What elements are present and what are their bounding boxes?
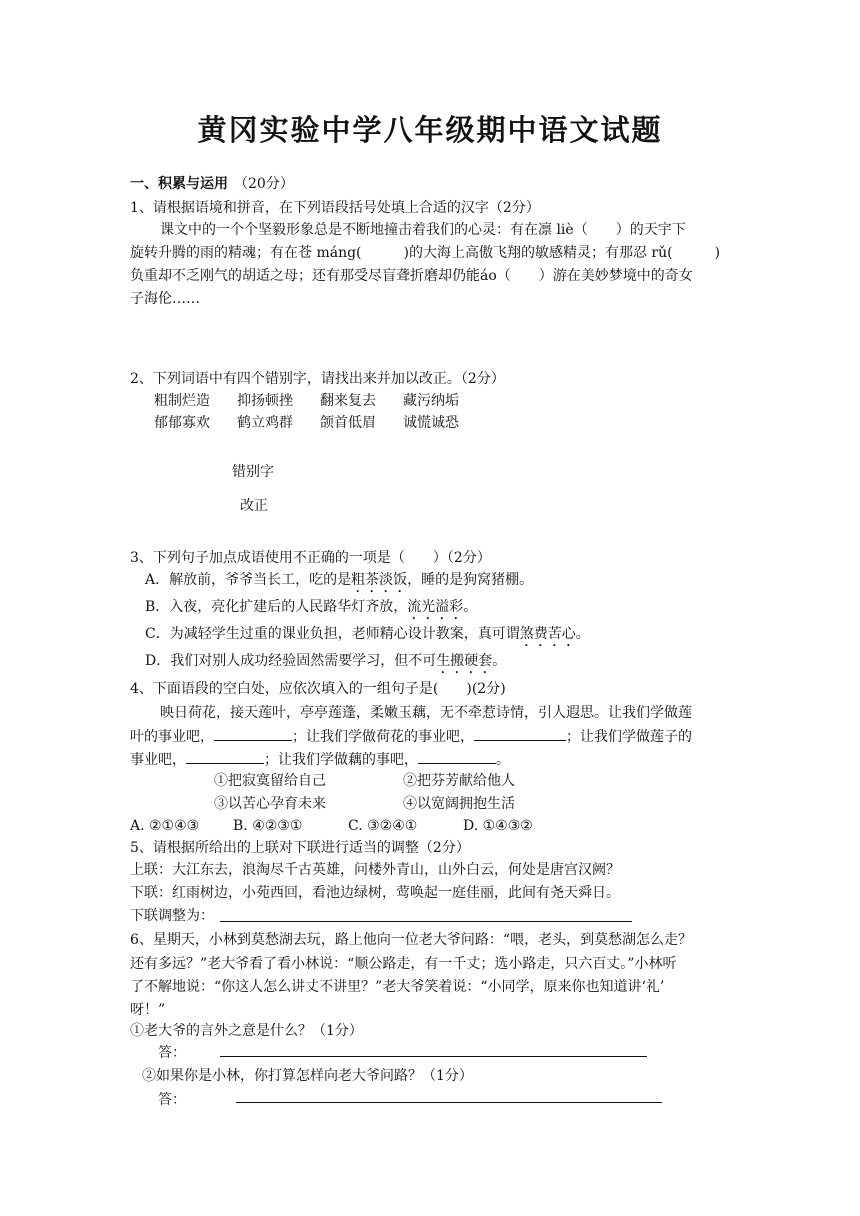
q1-line: 负重却不乏刚气的胡适之母；还有那受尽盲聋折磨却仍能áo（ ）游在美妙梦境中的奇女 — [130, 268, 693, 284]
q6-stem-line: 还有多远？”老大爷看了看小林说：“顺公路走，有一千丈；选小路走，只六百丈。”小林听 — [130, 956, 677, 972]
q4-paragraph: 映日荷花，接天莲叶，亭亭莲蓬，柔嫩玉藕，无不牵惹诗情，引人遐思。让我们学做莲 — [160, 705, 692, 721]
q6-answer-line-2[interactable] — [236, 1102, 662, 1103]
q4-text: ；让我们学做莲子的 — [566, 729, 692, 745]
q3-option-c-tail: 。 — [575, 626, 590, 642]
q6-sub2: ②如果你是小林，你打算怎样向老大爷问路？（1分） — [142, 1068, 473, 1084]
q4-text: 叶的事业吧， — [130, 729, 214, 745]
q2-word: 鹤立鸡群 — [237, 415, 293, 431]
q3-option-d-idiom: 生搬硬套 — [436, 653, 493, 669]
q3-option-a-idiom: 粗茶淡饭 — [351, 572, 408, 588]
q3-option-d — [145, 651, 506, 677]
q6-stem-line: 了不解地说：“你这人怎么讲丈不讲里？”老大爷笑着说：“小同学，原来你也知道讲‘礼’ — [130, 979, 665, 995]
q4-choice: B. ④②③① — [233, 818, 303, 834]
q4-choice: A. ②①④③ — [130, 818, 200, 834]
q5-lower-couplet: 下联：红雨树边，小苑西回，看池边绿树，莺唤起一庭佳丽，此间有尧天舜日。 — [130, 885, 620, 901]
q2-word: 粗制烂造 — [154, 393, 210, 409]
q3-option-c-idiom: 煞费苦心 — [519, 626, 576, 642]
q4-choice: C. ③②④① — [348, 818, 418, 834]
q4-paragraph-line — [130, 749, 510, 770]
section-heading-text: 一、积累与运用 — [130, 176, 228, 192]
q2-word: 抑扬顿挫 — [237, 393, 293, 409]
q4-text: 事业吧， — [130, 752, 186, 768]
q3-option-d-text: D．我们对别人成功经验固然需要学习，但不可 — [145, 653, 437, 669]
q2-word: 颌首低眉 — [320, 415, 376, 431]
q3-option-c-text: C．为减轻学生过重的课业负担，老师精心设计教案，真可谓 — [145, 626, 520, 642]
q4-sentence-1: ①把寂寞留给自己 — [214, 773, 326, 789]
q1-line: 旋转升腾的雨的精魂；有在苍 máng( )的大海上高傲飞翔的敏感精灵；有那忍 rǔ( ) — [130, 245, 721, 261]
q6-stem-line: 呀！” — [130, 1002, 166, 1018]
q6-answer-line-1[interactable] — [220, 1056, 647, 1057]
q5-answer-line[interactable] — [220, 921, 632, 922]
q4-paragraph-line — [130, 726, 692, 747]
q3-option-c — [145, 624, 590, 650]
exam-title: 黄冈实验中学八年级期中语文试题 — [197, 113, 663, 147]
q2-fix-label: 改正 — [240, 498, 268, 514]
q1-line: 课文中的一个个坚毅形象总是不断地撞击着我们的心灵：有在凛 liè（ ）的天宇下 — [160, 222, 686, 238]
q4-blank-3[interactable] — [186, 749, 264, 764]
q3-option-b-text: B．入夜，亮化扩建后的人民路华灯齐放， — [145, 599, 408, 615]
q6-answer-label-2: 答： — [158, 1092, 186, 1108]
q4-text: ；让我们学做荷花的事业吧， — [292, 729, 474, 745]
q4-sentence-2: ②把芬芳献给他人 — [403, 773, 515, 789]
q3-option-b-idiom: 流光溢彩 — [407, 599, 464, 615]
q2-word: 翻来复去 — [320, 393, 376, 409]
q4-text: 。 — [496, 752, 510, 768]
q3-option-a-text: A．解放前，爷爷当长工，吃的是 — [145, 572, 352, 588]
q4-text: ；让我们学做藕的事吧， — [264, 752, 418, 768]
q6-stem-line: 6、星期天，小林到莫愁湖去玩，路上他向一位老大爷问路：“喂，老头，到莫愁湖怎么走？ — [130, 932, 693, 948]
section-heading — [130, 174, 294, 194]
section-score: （20分） — [234, 176, 294, 192]
q3-option-a — [145, 570, 533, 596]
q2-word: 诚慌诚恐 — [403, 415, 459, 431]
q5-upper-couplet: 上联：大江东去，浪淘尽千古英雄，问楼外青山，山外白云，何处是唐宫汉阙？ — [130, 862, 620, 878]
q4-blank-4[interactable] — [418, 749, 496, 764]
q4-sentence-4: ④以宽阔拥抱生活 — [403, 796, 515, 812]
q2-word: 郁郁寡欢 — [154, 415, 210, 431]
q6-sub1: ①老大爷的言外之意是什么？（1分） — [130, 1023, 363, 1039]
q3-stem: 3、下列句子加点成语使用不正确的一项是（ ）（2分） — [130, 550, 491, 566]
q4-blank-2[interactable] — [474, 726, 566, 741]
q6-answer-label-1: 答： — [158, 1045, 186, 1061]
q2-word: 藏污纳垢 — [403, 393, 459, 409]
q3-option-a-tail: ，睡的是狗窝猪棚。 — [407, 572, 534, 588]
q4-blank-1[interactable] — [214, 726, 292, 741]
q2-stem: 2、下列词语中有四个错别字，请找出来并加以改正。（2分） — [130, 371, 505, 387]
q3-option-d-tail: 。 — [492, 653, 507, 669]
q4-choice: D. ①④③② — [463, 818, 533, 834]
q1-stem: 1、请根据语境和拼音，在下列语段括号处填上合适的汉字（2分） — [130, 200, 540, 216]
q4-stem: 4、下面语段的空白处，应依次填入的一组句子是( )(2分) — [130, 681, 506, 697]
q5-stem: 5、请根据所给出的上联对下联进行适当的调整（2分） — [130, 840, 470, 856]
q3-option-b — [145, 597, 477, 623]
q2-wrong-label: 错别字 — [232, 464, 274, 480]
q5-adjust-label: 下联调整为： — [130, 908, 214, 924]
q3-option-b-tail: 。 — [463, 599, 478, 615]
q1-line: 子海伦…… — [130, 291, 200, 307]
q4-sentence-3: ③以苦心孕育未来 — [214, 796, 326, 812]
